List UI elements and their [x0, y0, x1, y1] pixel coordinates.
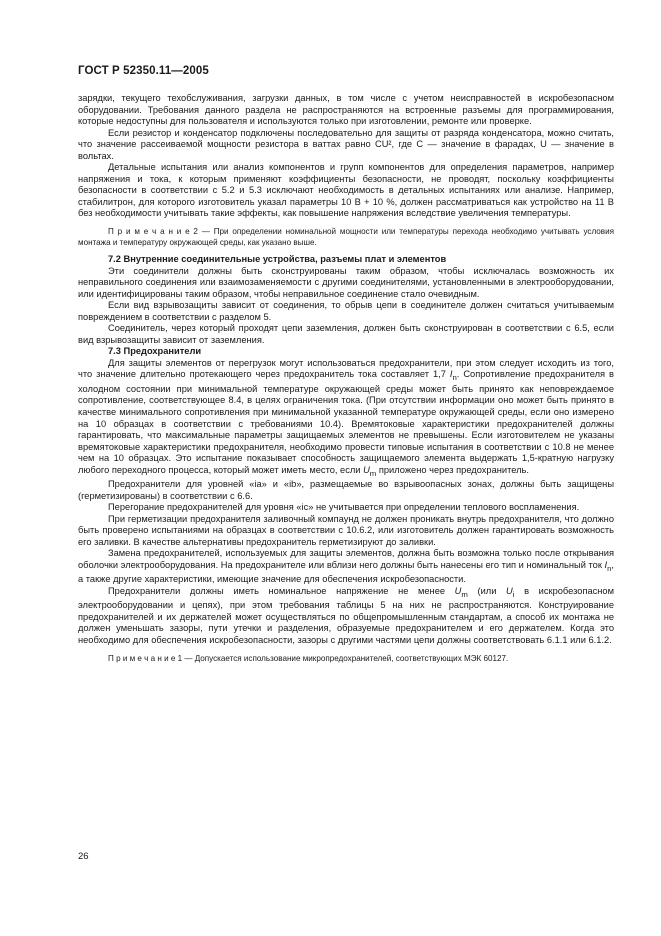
paragraph	[78, 586, 614, 647]
text-run: в искробезопасном электрооборудовании и цепях), при этом требования таблицы 5 на них не распространяются. Конструирование предохранителей и их держателей может осуществляться по общепромышленным стандартам, а способ их монтажа не должен уменьшать зазоры, пути утечки и разделения, образуемые предохранителем и его держателем. Когда это необходимо для обеспечения искробезопасности, зазоры с другими частями цепи должны соответствовать 6.1.1 или 6.1.2.	[78, 585, 614, 645]
document-body	[78, 93, 614, 670]
text-run: Для защиты элементов от перегрузок могут использоваться предохранители, при этом следует исходить из того, что значение длительно протекающего через предохранитель тока составляет 1,7	[78, 357, 614, 380]
text-run: . Сопротивление предохранителя в холодном состоянии при минимальной температуре окружающей среды может быть принято как неповреждаемое сопротивление, соответствующее 8.4, в целях ограничения тока. (При отсутствии информации оно может быть принято в качестве минимального сопротивления при минимальной указанной температуре окружающей среды, если оно измерено на 10 образцах в соответствии с требованиями 10.4). Времятоковые характеристики предохранителей должны гарантировать, что максимальные параметры защищаемых элементов не превышены. Если изготовителем не указаны времятоковые характеристики предохранителя, необходимо провести типовые испытания в соответствии с 10.8 не менее чем на 10 образцах. Это испытание показывает способность защищаемого элемента выдержать 1,5-кратную нагрузку любого переходного процесса, который может иметь место, если	[78, 369, 614, 475]
paragraph: Эти соединители должны быть сконструированы таким образом, чтобы исключалась возможность их неправильного соединения или взаимозаменяемости с другими соединителями, установленными в электрооборудовании, или идентифицированы таким образом, чтобы неправильное соединение стало очевидным.	[78, 265, 614, 299]
symbol: U	[363, 464, 370, 475]
section-heading-7-3: 7.3 Предохранители	[108, 346, 202, 357]
paragraph	[78, 548, 614, 586]
note-2	[78, 226, 614, 248]
paragraph: Предохранители для уровней «ia» и «ib», размещаемые во взрывоопасных зонах, должны быть защищены (герметизированы) в соответствии с 6.6.	[78, 479, 614, 501]
subscript: i	[512, 589, 515, 599]
text-run: приложено через предохранитель.	[376, 464, 529, 475]
paragraph: Если вид взрывозащиты зависит от соединения, то обрыв цепи в соединителе должен считаться учитываемым повреждением в соответствии с разделом 5.	[78, 300, 614, 322]
text-run: Замена предохранителей, используемых для защиты элементов, должна быть возможна только после открывания оболочки электрооборудования. На предохранителе или вблизи него должны быть нанесены его тип и номинальный ток	[78, 548, 614, 570]
subscript: m	[369, 468, 377, 478]
paragraph: зарядки, текущего техобслуживания, загрузки данных, в том числе с учетом неисправностей в искробезопасном оборудовании. Требования данного раздела не распространяются на встроенные разъемы для программирования, которые недоступны для пользователя и используются только при изготовлении, ремонте или проверке.	[78, 93, 614, 127]
text-run: (или	[467, 585, 507, 596]
document-header: ГОСТ Р 52350.11—2005	[78, 65, 209, 77]
paragraph: Детальные испытания или анализ компонентов и групп компонентов для определения параметров, например напряжения и тока, к которым применяют коэффициенты безопасности, не проводят, поскольку коэффициенты безопасности в соответствии с 5.2 и 5.3 исключают необходимость в детальных испытаниях или анализе. Например, стабилитрон, для которого изготовитель указал параметры 10 В + 10 %, должен рассматриваться как устройство на 11 В без необходимости учитывать такие эффекты, как повышение напряжения вследствие увеличения температуры.	[78, 162, 614, 219]
note-1	[78, 653, 614, 664]
paragraph	[78, 358, 614, 479]
symbol: I	[604, 559, 608, 570]
note-text: — Допускается использование микропредохранителей, соответствующих МЭК 60127.	[182, 653, 509, 663]
paragraph: Если резистор и конденсатор подключены последовательно для защиты от разряда конденсатора, можно считать, что значение рассеиваемой мощности резистора в ваттах равно CU², где C — значение в фарадах, U — значение в вольтах.	[78, 127, 614, 161]
paragraph: Соединитель, через который проходят цепи заземления, должен быть сконструирован в соответствии с 6.5, если вид взрывозащиты зависит от заземления.	[78, 323, 614, 345]
subscript: n	[452, 373, 457, 383]
note-label: П р и м е ч а н и е 2	[108, 227, 198, 237]
paragraph: Перегорание предохранителей для уровня «ic» не учитывается при определении теплового воспламенения.	[108, 502, 580, 513]
section-heading-7-2: 7.2 Внутренние соединительные устройства, разъемы плат и элементов	[108, 254, 447, 265]
paragraph: При герметизации предохранителя заливочный компаунд не должен проникать внутрь предохранителя, что должно быть проверено испытаниями на образцах в соответствии с 10.6.2, или изготовитель должен гарантировать возможность его заливки. В качестве альтернативы предохранитель герметизируют до заливки.	[78, 513, 614, 547]
page-number: 26	[78, 851, 89, 862]
text-run: Предохранители должны иметь номинальное напряжение не менее	[108, 585, 455, 596]
text-run: , а также другие характеристики, имеющие значение для обеспечения искробезопасности.	[78, 559, 614, 585]
symbol: U	[506, 585, 513, 596]
symbol: I	[449, 369, 453, 380]
symbol: U	[454, 585, 462, 596]
note-label: П р и м е ч а н и е 1	[108, 653, 183, 663]
note-text: — При определении номинальной мощности или температуры перехода необходимо учитывать условия монтажа и температуру окружающей среды, как указано выше.	[78, 227, 615, 248]
subscript: m	[461, 589, 468, 599]
subscript: n	[607, 563, 612, 573]
